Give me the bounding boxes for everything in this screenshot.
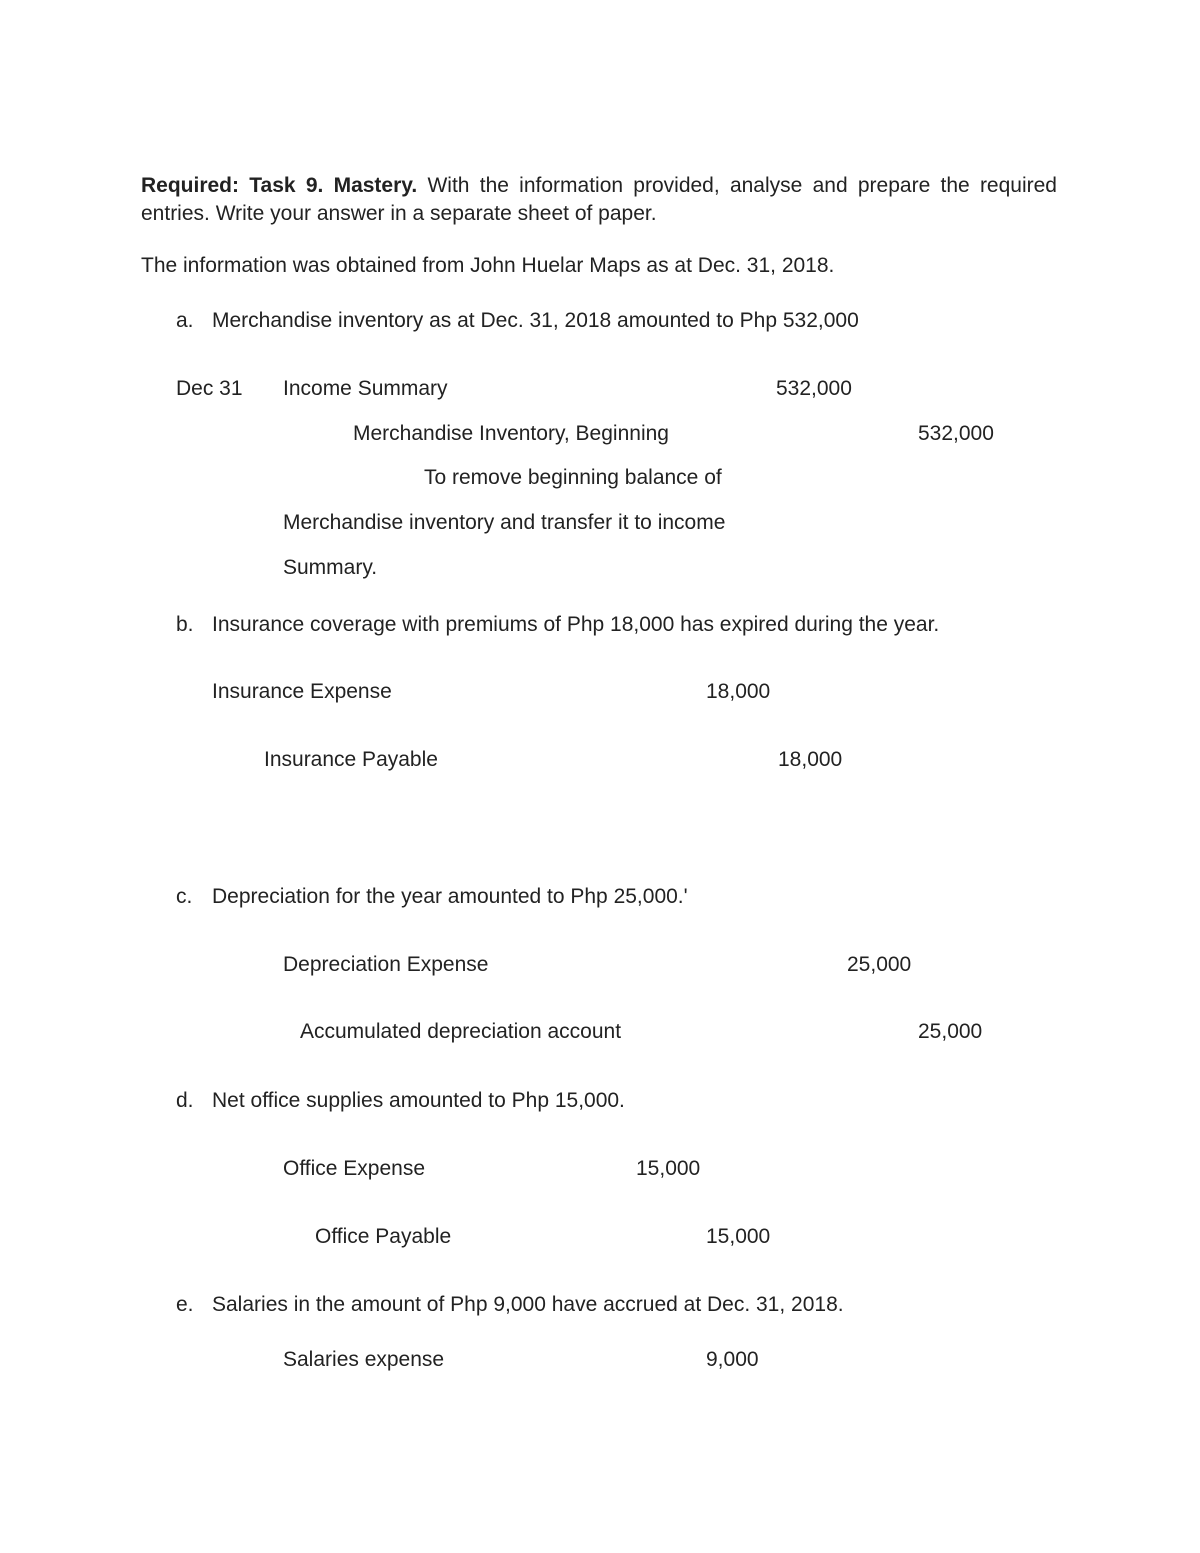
entry-c-debit-account: Depreciation Expense (283, 953, 489, 976)
item-e-marker: e. (176, 1293, 194, 1316)
instruction-text: With the information provided, analyse and prepare the required entries. Write your answer in a separate sheet of paper. (141, 174, 1057, 225)
entry-a-credit-account: Merchandise Inventory, Beginning (353, 422, 669, 445)
entry-d-debit-amount: 15,000 (636, 1157, 701, 1180)
item-a-marker: a. (176, 309, 194, 332)
entry-a-debit-amount: 532,000 (776, 377, 852, 400)
entry-d-debit-account: Office Expense (283, 1157, 426, 1180)
item-e-text: Salaries in the amount of Php 9,000 have accrued at Dec. 31, 2018. (212, 1293, 844, 1316)
entry-a-explanation-line-2: Merchandise inventory and transfer it to income (283, 511, 726, 534)
entry-d-credit-account: Office Payable (315, 1225, 452, 1248)
item-c-text: Depreciation for the year amounted to Php 25,000.' (212, 885, 688, 908)
entry-a-explanation-line-3: Summary. (283, 556, 378, 579)
entry-e-debit-amount: 9,000 (706, 1348, 759, 1371)
item-d-marker: d. (176, 1089, 194, 1112)
entry-b-credit-account: Insurance Payable (264, 748, 438, 771)
entry-b-debit-amount: 18,000 (706, 680, 771, 703)
entry-a-debit-account: Income Summary (283, 377, 448, 400)
item-d-text: Net office supplies amounted to Php 15,000. (212, 1089, 625, 1112)
required-heading: Required: Task 9. Mastery. (141, 174, 418, 197)
entry-c-credit-amount: 25,000 (918, 1020, 983, 1043)
task-instructions (141, 172, 1057, 228)
entry-c-debit-amount: 25,000 (847, 953, 912, 976)
entry-c-credit-account: Accumulated depreciation account (300, 1020, 622, 1043)
entry-d-credit-amount: 15,000 (706, 1225, 771, 1248)
item-b-marker: b. (176, 613, 194, 636)
source-line: The information was obtained from John Huelar Maps as at Dec. 31, 2018. (141, 254, 835, 277)
item-b-text: Insurance coverage with premiums of Php 18,000 has expired during the year. (212, 613, 940, 636)
item-c-marker: c. (176, 885, 193, 908)
entry-a-date: Dec 31 (176, 377, 243, 400)
entry-b-credit-amount: 18,000 (778, 748, 843, 771)
entry-a-credit-amount: 532,000 (918, 422, 994, 445)
entry-b-debit-account: Insurance Expense (212, 680, 392, 703)
entry-a-explanation-line-1: To remove beginning balance of (424, 466, 722, 489)
entry-e-debit-account: Salaries expense (283, 1348, 445, 1371)
item-a-text: Merchandise inventory as at Dec. 31, 2018 amounted to Php 532,000 (212, 309, 859, 332)
